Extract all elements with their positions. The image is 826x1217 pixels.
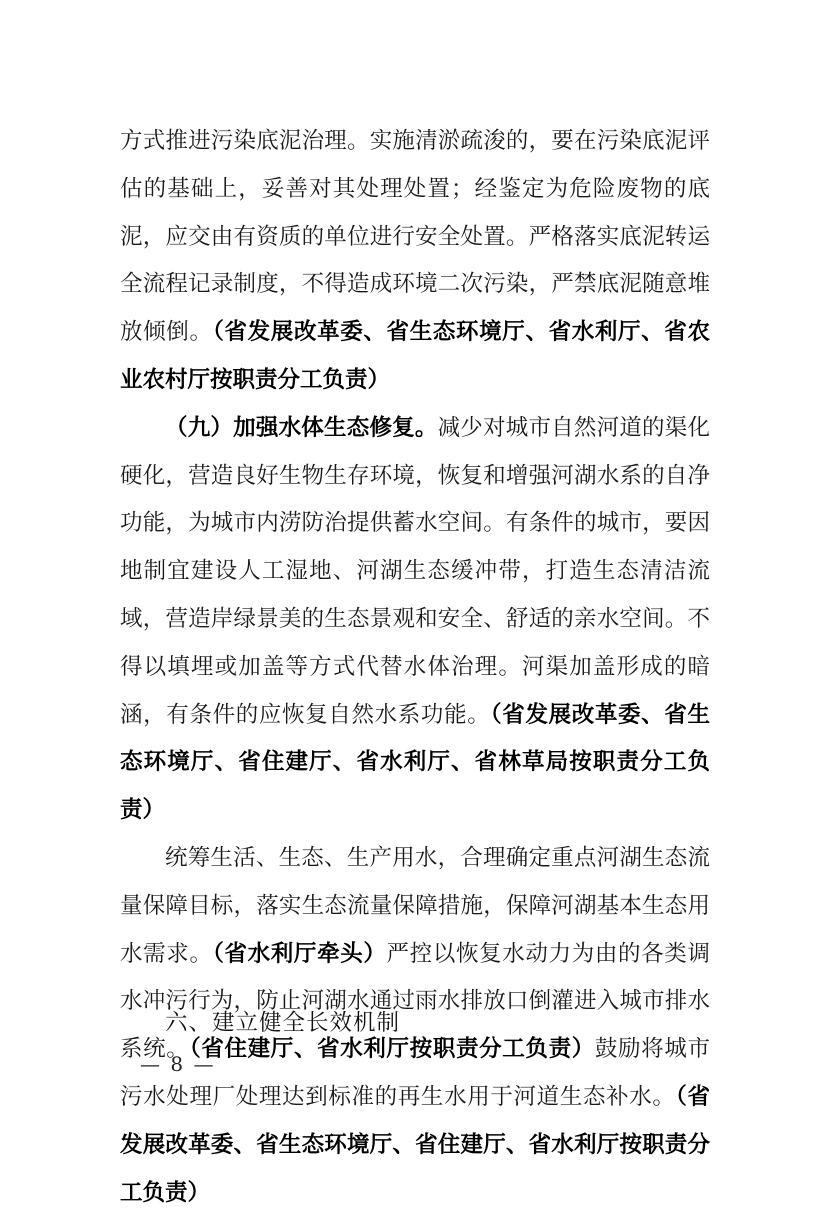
section-subheading: （九）加强水体生态修复。 xyxy=(165,414,438,441)
responsible-departments: （省水利厅牵头） xyxy=(212,940,387,967)
page-number: — 8 — xyxy=(140,1052,216,1076)
text-run: 鼓励将城市污水处理厂处理达到标准的再生水用于河道生态补水。 xyxy=(120,1036,710,1110)
responsible-departments: （省发展改革委、省生态环境厅、省住建厅、省水利厅、省林草局按职责分工负责） xyxy=(120,701,710,824)
responsible-departments: （省住建厅、省水利厅按职责分工负责） xyxy=(189,1036,595,1063)
paragraph-ecological-restoration xyxy=(120,405,710,835)
text-run: 减少对城市自然河道的渠化硬化，营造良好生物生存环境，恢复和增强河湖水系的自净功能，为城市内涝防治提供蓄水空间。有条件的城市，要因地制宜建设人工湿地、河湖生态缓冲带，打造生态清洁流域，营造岸绿景美的生态景观和安全、舒适的亲水空间。不得以填埋或加盖等方式代替水体治理。河渠加盖形成的暗涵，有条件的应恢复自然水系功能。 xyxy=(120,414,710,728)
paragraph-sediment-treatment xyxy=(120,118,710,405)
text-run: 统筹生活、生态、生产用水，合理确定重点河湖生态流量保障目标，落实生态流量保障措施，保障河湖基本生态用水需求。 xyxy=(120,844,710,967)
section-heading: 六、建立健全长效机制 xyxy=(165,1010,401,1036)
responsible-departments: （省发展改革委、省生态环境厅、省住建厅、省水利厅按职责分工负责） xyxy=(120,1083,710,1206)
text-run: 严控以恢复水动力为由的各类调水冲污行为，防止河湖水通过雨水排放口倒灌进入城市排水系统。 xyxy=(120,940,710,1063)
responsible-departments: （省发展改革委、省生态环境厅、省水利厅、省农业农村厅按职责分工负责） xyxy=(120,319,710,393)
text-run: 方式推进污染底泥治理。实施清淤疏浚的，要在污染底泥评估的基础上，妥善对其处理处置；经鉴定为危险废物的底泥，应交由有资质的单位进行安全处置。严格落实底泥转运全流程记录制度，不得造成环境二次污染，严禁底泥随意堆放倾倒。 xyxy=(120,128,710,346)
